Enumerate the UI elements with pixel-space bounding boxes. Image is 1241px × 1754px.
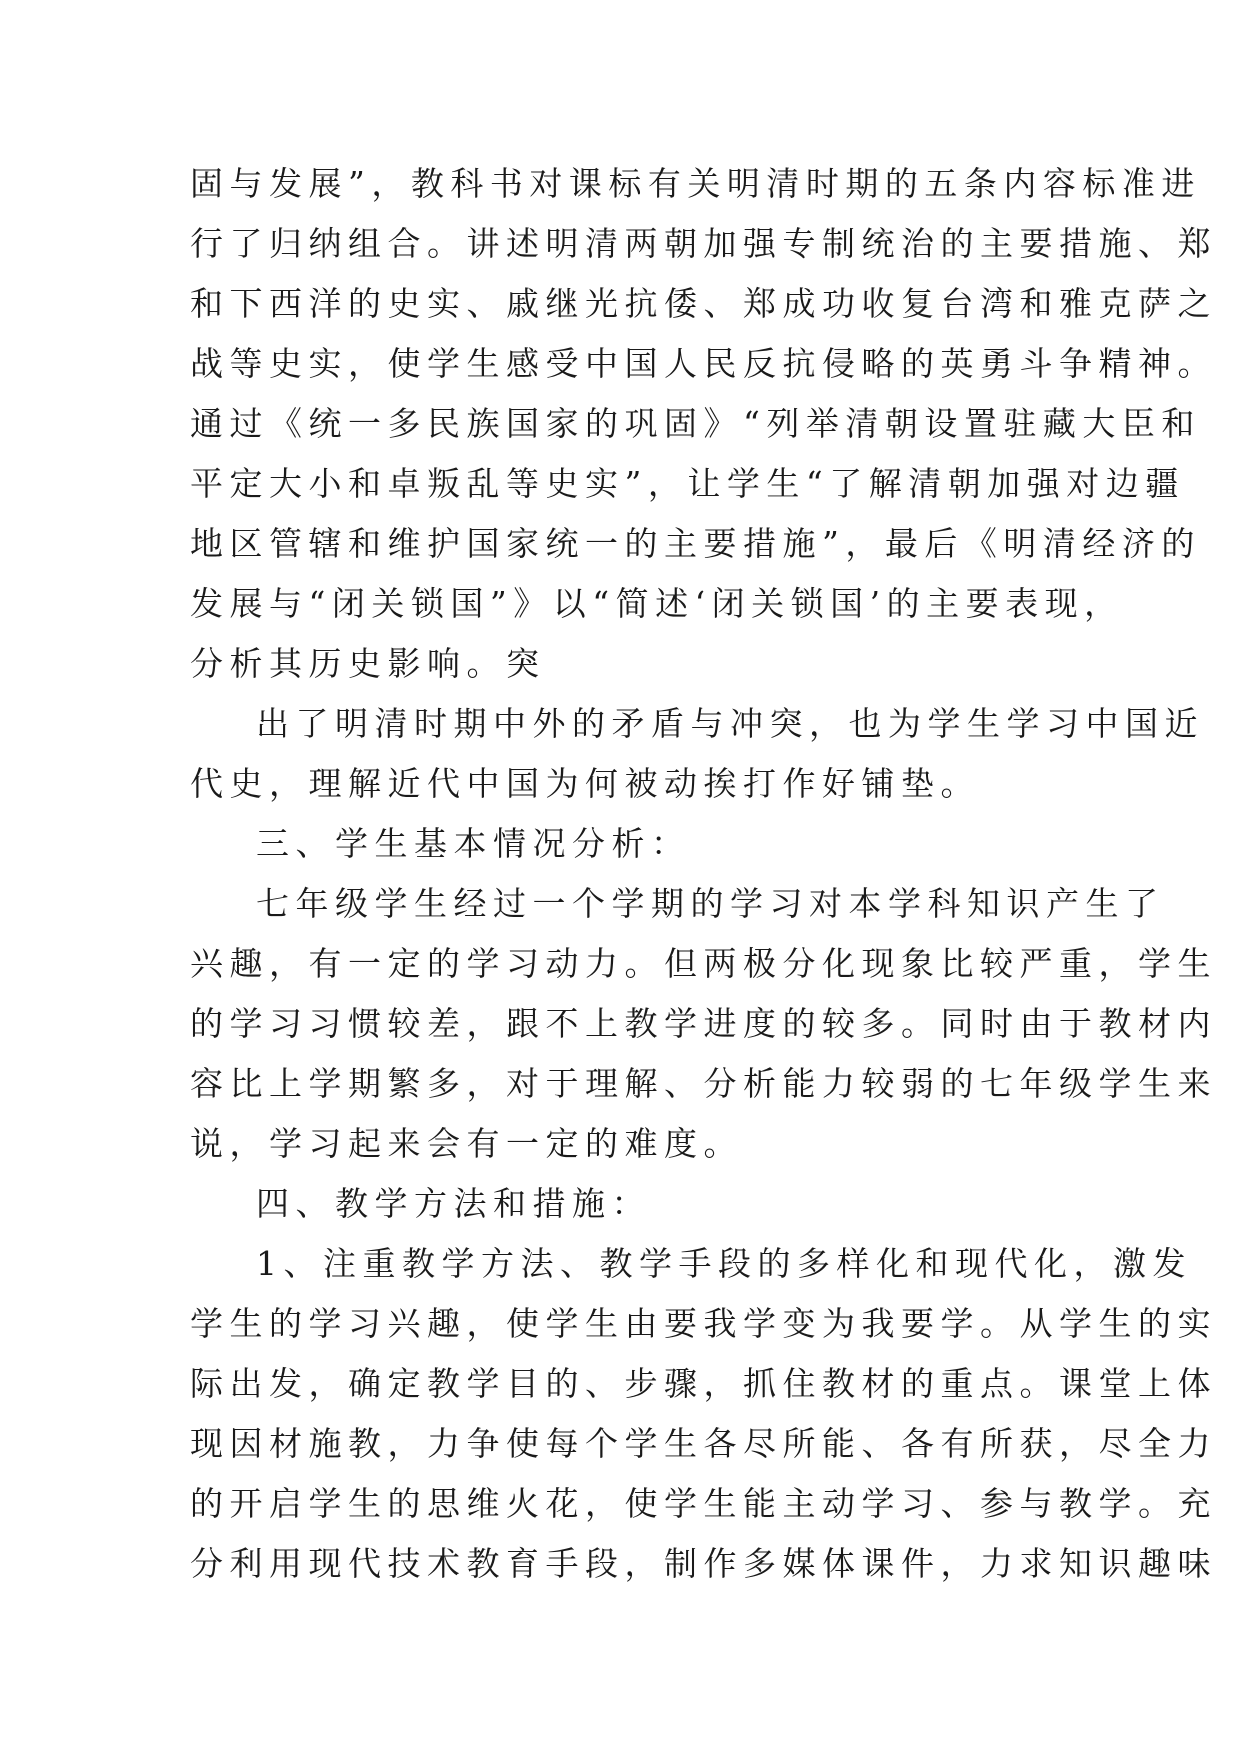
text-line: 七年级学生经过一个学期的学习对本学科知识产生了: [256, 884, 1165, 923]
text-line: 学生的学习兴趣，使学生由要我学变为我要学。从学生的实: [190, 1304, 1217, 1343]
text-line: 行了归纳组合。讲述明清两朝加强专制统治的主要措施、郑: [190, 224, 1217, 263]
section-heading: 三、学生基本情况分析：: [256, 824, 691, 863]
text-line: 容比上学期繁多，对于理解、分析能力较弱的七年级学生来: [190, 1064, 1217, 1103]
text-line: 际出发，确定教学目的、步骤，抓住教材的重点。课堂上体: [190, 1364, 1217, 1403]
text-line: 分析其历史影响。突: [190, 644, 546, 683]
text-line: 平定大小和卓叛乱等史实”，让学生“了解清朝加强对边疆: [190, 464, 1185, 503]
text-line: 战等史实，使学生感受中国人民反抗侵略的英勇斗争精神。: [190, 344, 1217, 383]
text-line: 说，学习起来会有一定的难度。: [190, 1124, 743, 1163]
text-line: 代史，理解近代中国为何被动挨打作好铺垫。: [190, 764, 980, 803]
text-line: 兴趣，有一定的学习动力。但两极分化现象比较严重，学生: [190, 944, 1217, 983]
text-line: 发展与“闭关锁国”》以“简述‘闭关锁国’的主要表现，: [190, 584, 1124, 623]
text-line: 分利用现代技术教育手段，制作多媒体课件，力求知识趣味: [190, 1544, 1217, 1583]
text-line: 地区管辖和维护国家统一的主要措施”，最后《明清经济的: [190, 524, 1201, 563]
text-line: 的学习习惯较差，跟不上教学进度的较多。同时由于教材内: [190, 1004, 1217, 1043]
text-line: 固与发展”，教科书对课标有关明清时期的五条内容标准进: [190, 164, 1201, 203]
text-line: 出了明清时期中外的矛盾与冲突，也为学生学习中国近: [256, 704, 1204, 743]
text-line: 的开启学生的思维火花，使学生能主动学习、参与教学。充: [190, 1484, 1217, 1523]
text-line: 1、注重教学方法、教学手段的多样化和现代化，激发: [256, 1244, 1192, 1283]
section-heading: 四、教学方法和措施：: [256, 1184, 651, 1223]
text-line: 和下西洋的史实、戚继光抗倭、郑成功收复台湾和雅克萨之: [190, 284, 1217, 323]
body-text: [190, 154, 1217, 1594]
text-line: 通过《统一多民族国家的巩固》“列举清朝设置驻藏大臣和: [190, 404, 1201, 443]
text-line: 现因材施教，力争使每个学生各尽所能、各有所获，尽全力: [190, 1424, 1217, 1463]
